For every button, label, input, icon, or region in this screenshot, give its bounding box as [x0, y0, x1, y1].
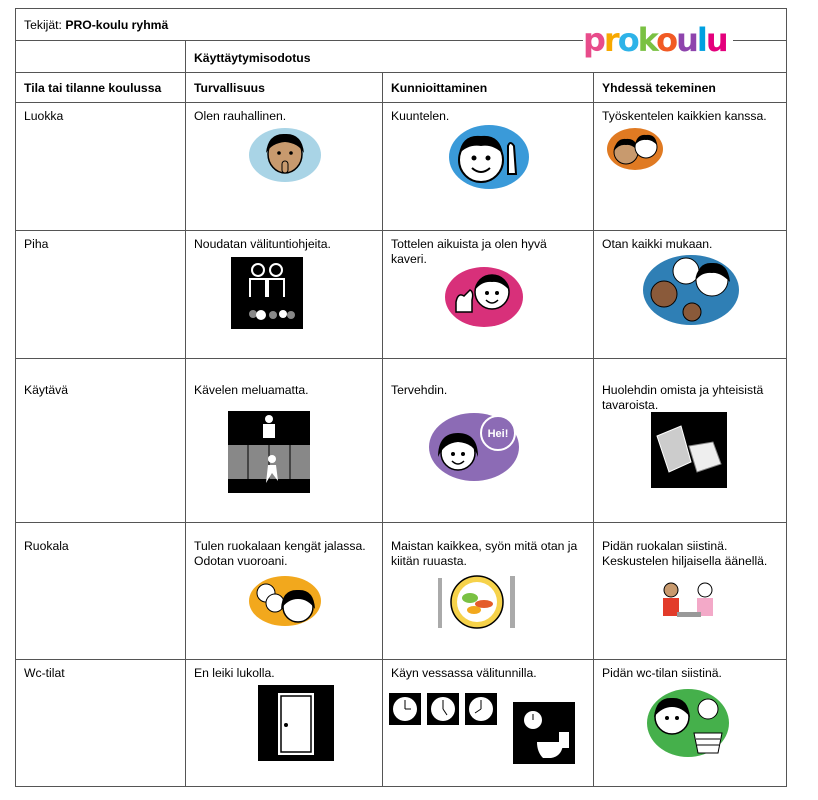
cell-text: Huolehdin omista ja yhteisistä tavaroista.	[602, 383, 764, 412]
prokoulu-logo	[583, 20, 733, 66]
clean-toilet-picture	[646, 687, 730, 759]
cell-text: Työskentelen kaikkien kanssa.	[602, 109, 767, 123]
group-header: Käyttäytymisodotus	[186, 41, 787, 73]
door-lock-picture	[258, 685, 334, 761]
logo-letter: l	[696, 21, 706, 59]
authors-label: Tekijät:	[24, 18, 62, 32]
row-place-kaytava: Käytävä	[16, 359, 186, 523]
behavior-table	[15, 8, 787, 787]
logo-line	[733, 40, 786, 41]
logo-letter: r	[603, 21, 618, 59]
cell-text: Pidän wc-tilan siistinä.	[602, 666, 722, 680]
logo-letter: p	[583, 21, 604, 59]
authors-value: PRO-koulu ryhmä	[65, 18, 169, 32]
belongings-picture	[651, 412, 727, 488]
cell-text: Tottelen aikuista ja olen hyvä kaveri.	[391, 237, 547, 266]
recess-rules-picture	[231, 257, 303, 329]
meal-plate-picture	[436, 572, 518, 632]
cell-text: Kuuntelen.	[391, 109, 450, 123]
good-friend-picture	[444, 266, 524, 328]
logo-letter: o	[617, 21, 638, 59]
toilet-picture	[513, 702, 575, 764]
quiet-conversation-picture	[653, 578, 723, 632]
speech-bubble: Hei!	[487, 428, 509, 440]
cell-text: Olen rauhallinen.	[194, 109, 287, 123]
logo-letter: u	[705, 21, 727, 59]
col-header-place: Tila tai tilanne koulussa	[16, 73, 186, 103]
greeting-picture	[428, 409, 520, 483]
cell-text: Otan kaikki mukaan.	[602, 237, 713, 251]
waiting-turn-picture	[248, 575, 322, 627]
row-place-ruokala: Ruokala	[16, 523, 186, 660]
cell-text: Noudatan välituntiohjeita.	[194, 237, 331, 251]
logo-letter: o	[656, 21, 677, 59]
cell-text: Tulen ruokalaan kengät jalassa. Odotan vuoroani.	[194, 539, 366, 568]
cell-text: En leiki lukolla.	[194, 666, 275, 680]
col-header-safety: Turvallisuus	[186, 73, 383, 103]
include-everyone-picture	[642, 254, 740, 326]
listening-child-picture	[448, 124, 530, 190]
cell-text: Pidän ruokalan siistinä. Keskustelen hiljaisella äänellä.	[602, 539, 768, 568]
row-place-wc: Wc-tilat	[16, 660, 186, 787]
cell-text: Kävelen meluamatta.	[194, 383, 309, 397]
calm-child-picture	[248, 127, 322, 183]
col-header-together: Yhdessä tekeminen	[594, 73, 787, 103]
working-together-picture	[606, 127, 664, 171]
cell-text: Käyn vessassa välitunnilla.	[391, 666, 537, 680]
logo-text	[583, 20, 733, 60]
logo-letter: u	[676, 21, 697, 59]
cell-text: Tervehdin.	[391, 383, 448, 397]
recess-clocks-picture	[389, 693, 497, 725]
group-header-empty	[16, 41, 186, 73]
logo-letter: k	[637, 21, 657, 59]
cell-text: Maistan kaikkea, syön mitä otan ja kiitän ruuasta.	[391, 539, 578, 568]
row-place-luokka: Luokka	[16, 103, 186, 231]
walking-quietly-picture	[228, 411, 310, 493]
row-place-piha: Piha	[16, 231, 186, 359]
col-header-respect: Kunnioittaminen	[383, 73, 594, 103]
